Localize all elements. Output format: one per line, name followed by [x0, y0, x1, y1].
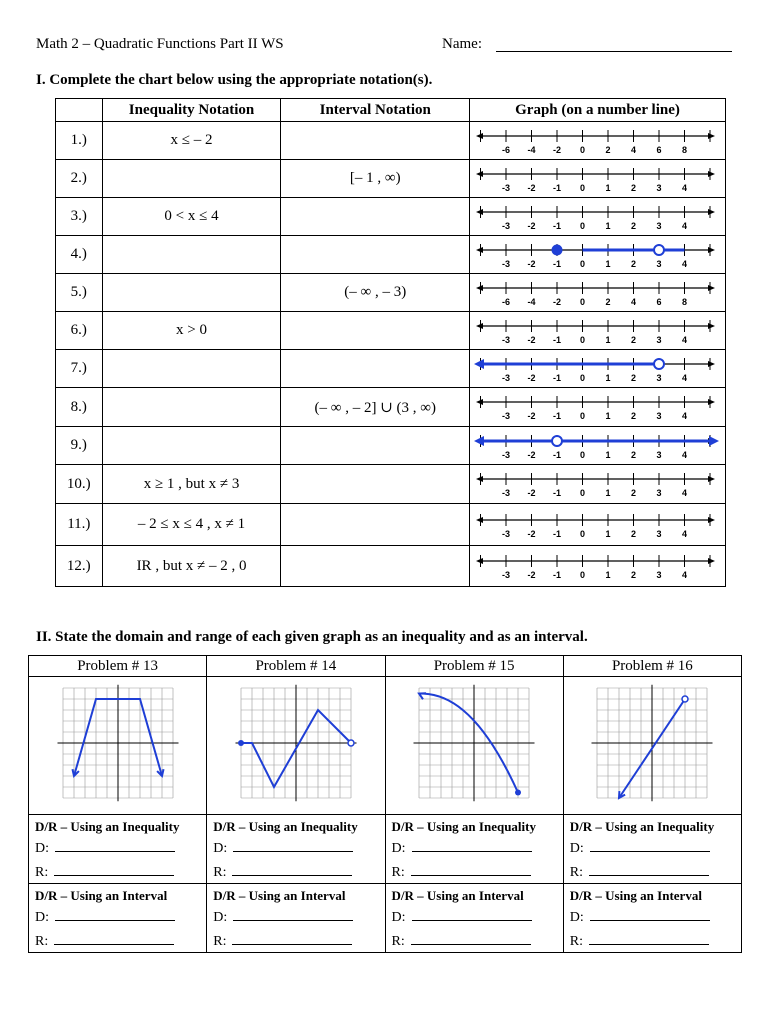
right-arrow-icon — [708, 476, 715, 482]
tick-label: 0 — [579, 182, 586, 193]
tick-label: -6 — [501, 144, 511, 155]
tick-label: -6 — [501, 296, 511, 307]
inequality-cell[interactable]: x > 0 — [102, 312, 281, 350]
interval-cell[interactable]: (– ∞ , – 3) — [281, 274, 470, 312]
number-line-cell[interactable] — [470, 274, 726, 312]
tick-label: 3 — [656, 449, 662, 460]
range-answer-line[interactable] — [232, 934, 352, 945]
chart-row — [56, 274, 726, 312]
domain-label: D: — [391, 910, 406, 925]
tick-label: -1 — [552, 182, 562, 193]
right-arrow-icon — [708, 247, 715, 253]
right-arrow-icon — [708, 517, 715, 523]
interval-cell[interactable] — [281, 312, 470, 350]
tick-label: 4 — [681, 528, 688, 539]
domain-answer-field[interactable] — [392, 910, 557, 926]
left-arrow-icon — [476, 399, 483, 405]
tick-label: -4 — [527, 144, 536, 155]
tick-label: 8 — [681, 144, 688, 155]
range-answer-field[interactable] — [392, 934, 557, 950]
range-answer-line[interactable] — [589, 934, 709, 945]
tick-label: 4 — [681, 334, 688, 345]
inequality-answer-cell — [207, 815, 385, 884]
range-label: R: — [391, 865, 405, 880]
tick-label: 6 — [656, 144, 662, 155]
inequality-cell[interactable] — [102, 236, 281, 274]
number-line-cell[interactable] — [470, 427, 726, 465]
tick-label: 0 — [579, 334, 586, 345]
range-answer-field[interactable] — [392, 865, 557, 881]
right-arrow-icon — [708, 361, 715, 367]
open-dot — [552, 436, 562, 446]
tick-label: -3 — [501, 528, 511, 539]
tick-label: 1 — [605, 411, 611, 421]
name-field-line[interactable] — [496, 51, 732, 52]
tick-label: -1 — [552, 220, 562, 231]
domain-answer-field[interactable] — [570, 910, 735, 926]
chart-row — [56, 350, 726, 388]
range-label: R: — [213, 934, 227, 949]
tick-label: 2 — [630, 570, 637, 580]
problem-graph-cell — [207, 677, 385, 815]
tick-label: 3 — [656, 182, 662, 193]
right-arrow-icon — [708, 285, 715, 291]
tick-label: 0 — [579, 258, 586, 269]
problem-graph-cell — [385, 677, 563, 815]
chart-row — [56, 388, 726, 427]
domain-answer-line[interactable] — [55, 841, 175, 852]
tick-label: 3 — [656, 334, 662, 345]
number-line-cell[interactable] — [470, 388, 726, 427]
tick-label: -3 — [501, 449, 511, 460]
domain-answer-field[interactable] — [392, 841, 557, 857]
inequality-heading: D/R – Using an Inequality — [213, 819, 358, 834]
interval-cell[interactable] — [281, 504, 470, 546]
domain-answer-field[interactable] — [570, 841, 735, 857]
number-line — [470, 508, 723, 542]
range-answer-line[interactable] — [232, 865, 352, 876]
row-number: 5.) — [56, 274, 103, 312]
tick-label: 3 — [656, 372, 662, 383]
row-number: 11.) — [56, 504, 103, 546]
domain-answer-field[interactable] — [213, 841, 378, 857]
tick-label: 0 — [579, 528, 586, 539]
col-header-inequality: Inequality Notation — [102, 99, 281, 122]
chart-row — [56, 122, 726, 160]
range-label: R: — [213, 865, 227, 880]
tick-label: 2 — [630, 334, 637, 345]
range-label: R: — [391, 934, 405, 949]
tick-label: 2 — [630, 258, 637, 269]
number-line — [470, 549, 723, 583]
number-line — [470, 429, 723, 463]
domain-label: D: — [569, 841, 584, 856]
chart-row — [56, 236, 726, 274]
tick-label: 0 — [579, 372, 586, 383]
tick-label: -3 — [501, 570, 511, 580]
tick-label: 3 — [656, 411, 662, 421]
chart-row — [56, 427, 726, 465]
range-answer-field[interactable] — [570, 934, 735, 950]
range-answer-field[interactable] — [35, 865, 200, 881]
page-title: Math 2 – Quadratic Functions Part II WS — [36, 36, 284, 52]
tick-label: -1 — [552, 528, 562, 539]
inequality-cell[interactable] — [102, 160, 281, 198]
range-answer-line[interactable] — [54, 934, 174, 945]
left-arrow-icon — [476, 285, 483, 291]
number-line — [470, 352, 723, 386]
tick-label: 3 — [656, 528, 662, 539]
tick-label: 2 — [630, 220, 637, 231]
interval-heading: D/R – Using an Interval — [35, 888, 168, 903]
chart-row — [56, 504, 726, 546]
domain-label: D: — [213, 841, 228, 856]
coordinate-plane — [586, 684, 718, 802]
domain-label: D: — [391, 841, 406, 856]
domain-answer-line[interactable] — [412, 841, 532, 852]
right-arrow-icon — [708, 209, 715, 215]
domain-label: D: — [213, 910, 228, 925]
number-line-cell[interactable] — [470, 160, 726, 198]
tick-label: 4 — [630, 144, 637, 155]
tick-label: 0 — [579, 220, 586, 231]
range-label: R: — [569, 865, 583, 880]
interval-answer-cell — [385, 884, 563, 953]
tick-label: 3 — [656, 570, 662, 580]
interval-cell[interactable] — [281, 427, 470, 465]
tick-label: 1 — [605, 372, 611, 383]
problem-label: Problem # 14 — [207, 656, 385, 677]
domain-answer-line[interactable] — [233, 910, 353, 921]
tick-label: 2 — [630, 372, 637, 383]
coordinate-plane — [408, 684, 540, 802]
tick-label: -2 — [527, 220, 536, 231]
tick-label: -3 — [501, 372, 511, 383]
tick-label: 4 — [681, 488, 688, 498]
range-label: R: — [35, 934, 49, 949]
inequality-answer-cell — [563, 815, 741, 884]
coordinate-plane — [230, 684, 362, 802]
interval-cell[interactable] — [281, 236, 470, 274]
tick-label: -2 — [527, 528, 536, 539]
tick-label: -3 — [501, 488, 511, 498]
number-line-cell[interactable] — [470, 198, 726, 236]
closed-dot — [552, 245, 562, 255]
tick-label: -3 — [501, 334, 511, 345]
tick-label: -3 — [501, 220, 511, 231]
inequality-cell[interactable]: 0 < x ≤ 4 — [102, 198, 281, 236]
interval-answer-cell — [29, 884, 207, 953]
number-line-cell[interactable] — [470, 504, 726, 546]
tick-label: 1 — [605, 449, 611, 460]
tick-label: -3 — [501, 411, 511, 421]
open-dot — [654, 245, 664, 255]
tick-label: -2 — [527, 334, 536, 345]
inequality-heading: D/R – Using an Inequality — [391, 819, 536, 834]
right-arrow-icon — [708, 323, 715, 329]
range-answer-field[interactable] — [35, 934, 200, 950]
chart-row — [56, 160, 726, 198]
tick-label: 1 — [605, 488, 611, 498]
left-arrow-icon — [476, 323, 483, 329]
tick-label: -2 — [527, 182, 536, 193]
range-answer-line[interactable] — [54, 865, 174, 876]
tick-label: 6 — [656, 296, 662, 307]
row-number: 4.) — [56, 236, 103, 274]
domain-answer-field[interactable] — [213, 910, 378, 926]
tick-label: 8 — [681, 296, 688, 307]
tick-label: 2 — [630, 449, 637, 460]
tick-label: 4 — [681, 220, 688, 231]
tick-label: -2 — [527, 258, 536, 269]
section-1-title: I. Complete the chart below using the appropriate notation(s). — [36, 72, 433, 88]
graph-arrow-icon — [419, 693, 426, 699]
inequality-cell[interactable]: x ≥ 1 , but x ≠ 3 — [102, 465, 281, 504]
interval-cell[interactable] — [281, 122, 470, 160]
interval-heading: D/R – Using an Interval — [391, 888, 524, 903]
right-arrow-icon — [708, 133, 715, 139]
tick-label: -2 — [527, 449, 536, 460]
interval-cell[interactable]: [– 1 , ∞) — [281, 160, 470, 198]
tick-label: -2 — [527, 570, 536, 580]
tick-label: -1 — [552, 258, 562, 269]
tick-label: 2 — [605, 144, 611, 155]
open-dot — [348, 740, 354, 746]
domain-answer-field[interactable] — [35, 910, 200, 926]
inequality-cell[interactable] — [102, 427, 281, 465]
row-number: 6.) — [56, 312, 103, 350]
tick-label: -1 — [552, 372, 562, 383]
tick-label: 0 — [579, 570, 586, 580]
domain-answer-line[interactable] — [55, 910, 175, 921]
tick-label: -1 — [552, 411, 562, 421]
row-number: 2.) — [56, 160, 103, 198]
page-header — [36, 36, 736, 56]
number-line-cell[interactable] — [470, 236, 726, 274]
notation-chart — [55, 98, 726, 587]
solution-left-arrow-icon — [474, 359, 484, 369]
inequality-answer-cell — [29, 815, 207, 884]
interval-heading: D/R – Using an Interval — [213, 888, 346, 903]
coordinate-plane — [52, 684, 184, 802]
right-arrow-icon — [708, 399, 715, 405]
blank-header — [56, 99, 103, 122]
tick-label: -2 — [527, 372, 536, 383]
tick-label: 1 — [605, 570, 611, 580]
range-label: R: — [569, 934, 583, 949]
tick-label: -2 — [527, 411, 536, 421]
tick-label: 1 — [605, 334, 611, 345]
interval-cell[interactable]: (– ∞ , – 2] ∪ (3 , ∞) — [281, 388, 470, 427]
chart-row — [56, 546, 726, 587]
domain-label: D: — [35, 910, 49, 925]
left-arrow-icon — [476, 476, 483, 482]
open-dot — [682, 696, 688, 702]
tick-label: -1 — [552, 334, 562, 345]
left-arrow-icon — [476, 171, 483, 177]
row-number: 9.) — [56, 427, 103, 465]
inequality-cell[interactable] — [102, 274, 281, 312]
problem-graph-cell — [563, 677, 741, 815]
range-label: R: — [35, 865, 49, 880]
solution-right-arrow-icon — [709, 436, 719, 446]
tick-label: -1 — [552, 570, 562, 580]
domain-label: D: — [569, 910, 584, 925]
number-line — [470, 314, 723, 348]
tick-label: 0 — [579, 488, 586, 498]
interval-answer-cell — [563, 884, 741, 953]
range-answer-field[interactable] — [213, 934, 378, 950]
tick-label: -2 — [552, 144, 562, 155]
tick-label: 1 — [605, 258, 611, 269]
tick-label: -3 — [501, 258, 511, 269]
row-number: 12.) — [56, 546, 103, 587]
left-arrow-icon — [476, 517, 483, 523]
number-line-cell[interactable] — [470, 546, 726, 587]
tick-label: 2 — [630, 488, 637, 498]
domain-label: D: — [35, 841, 49, 856]
tick-label: 4 — [681, 411, 688, 421]
inequality-heading: D/R – Using an Inequality — [569, 819, 715, 834]
chart-row — [56, 465, 726, 504]
number-line-cell[interactable] — [470, 465, 726, 504]
solution-left-arrow-icon — [474, 436, 484, 446]
left-arrow-icon — [476, 133, 483, 139]
open-dot — [654, 359, 664, 369]
inequality-cell[interactable]: x ≤ – 2 — [102, 122, 281, 160]
range-answer-line[interactable] — [411, 865, 531, 876]
inequality-cell[interactable] — [102, 388, 281, 427]
left-arrow-icon — [476, 247, 483, 253]
tick-label: 2 — [630, 411, 637, 421]
number-line — [470, 467, 723, 501]
tick-label: 0 — [579, 449, 586, 460]
col-header-interval: Interval Notation — [281, 99, 470, 122]
number-line — [470, 238, 723, 272]
number-line — [470, 276, 723, 310]
interval-cell[interactable] — [281, 546, 470, 587]
domain-range-table — [28, 655, 742, 953]
row-number: 10.) — [56, 465, 103, 504]
domain-answer-line[interactable] — [412, 910, 532, 921]
range-answer-line[interactable] — [411, 934, 531, 945]
tick-label: 3 — [656, 258, 662, 269]
tick-label: 1 — [605, 182, 611, 193]
number-line-cell[interactable] — [470, 350, 726, 388]
inequality-answer-cell — [385, 815, 563, 884]
tick-label: 4 — [681, 570, 688, 580]
domain-answer-line[interactable] — [233, 841, 353, 852]
col-header-graph: Graph (on a number line) — [470, 99, 726, 122]
domain-answer-line[interactable] — [590, 910, 710, 921]
problem-graph-cell — [29, 677, 207, 815]
number-line — [470, 162, 723, 196]
section-2-title: II. State the domain and range of each given graph as an inequality and as an interval. — [36, 629, 588, 645]
tick-label: -1 — [552, 488, 562, 498]
problem-label: Problem # 15 — [385, 656, 563, 677]
problem-label: Problem # 16 — [563, 656, 741, 677]
left-arrow-icon — [476, 209, 483, 215]
tick-label: 2 — [605, 296, 611, 307]
tick-label: -2 — [527, 488, 536, 498]
tick-label: -3 — [501, 182, 511, 193]
tick-label: -2 — [552, 296, 562, 307]
tick-label: 3 — [656, 220, 662, 231]
problem-label: Problem # 13 — [29, 656, 207, 677]
interval-answer-cell — [207, 884, 385, 953]
row-number: 3.) — [56, 198, 103, 236]
interval-cell[interactable] — [281, 465, 470, 504]
range-answer-field[interactable] — [213, 865, 378, 881]
name-label: Name: — [442, 36, 482, 52]
interval-cell[interactable] — [281, 198, 470, 236]
right-arrow-icon — [708, 171, 715, 177]
number-line-cell[interactable] — [470, 312, 726, 350]
tick-label: 0 — [579, 296, 586, 307]
number-line — [470, 200, 723, 234]
left-arrow-icon — [476, 558, 483, 564]
tick-label: 4 — [681, 182, 688, 193]
tick-label: 1 — [605, 528, 611, 539]
number-line-cell[interactable] — [470, 122, 726, 160]
chart-row — [56, 198, 726, 236]
tick-label: 2 — [630, 528, 637, 539]
tick-label: 1 — [605, 220, 611, 231]
inequality-cell[interactable]: – 2 ≤ x ≤ 4 , x ≠ 1 — [102, 504, 281, 546]
row-number: 7.) — [56, 350, 103, 388]
inequality-cell[interactable] — [102, 350, 281, 388]
tick-label: 0 — [579, 411, 586, 421]
interval-cell[interactable] — [281, 350, 470, 388]
range-answer-field[interactable] — [570, 865, 735, 881]
tick-label: 4 — [681, 372, 688, 383]
number-line — [470, 124, 723, 158]
right-arrow-icon — [708, 558, 715, 564]
row-number: 8.) — [56, 388, 103, 427]
chart-row — [56, 312, 726, 350]
domain-answer-field[interactable] — [35, 841, 200, 857]
tick-label: 2 — [630, 182, 637, 193]
tick-label: 4 — [681, 449, 688, 460]
closed-dot — [238, 740, 244, 746]
tick-label: 4 — [630, 296, 637, 307]
tick-label: 3 — [656, 488, 662, 498]
tick-label: 0 — [579, 144, 586, 155]
tick-label: -1 — [552, 449, 562, 460]
range-answer-line[interactable] — [589, 865, 709, 876]
interval-heading: D/R – Using an Interval — [569, 888, 702, 903]
tick-label: 4 — [681, 258, 688, 269]
closed-dot — [515, 790, 521, 796]
inequality-heading: D/R – Using an Inequality — [35, 819, 180, 834]
tick-label: -4 — [527, 296, 536, 307]
domain-answer-line[interactable] — [590, 841, 710, 852]
inequality-cell[interactable]: IR , but x ≠ – 2 , 0 — [102, 546, 281, 587]
number-line — [470, 390, 723, 424]
row-number: 1.) — [56, 122, 103, 160]
